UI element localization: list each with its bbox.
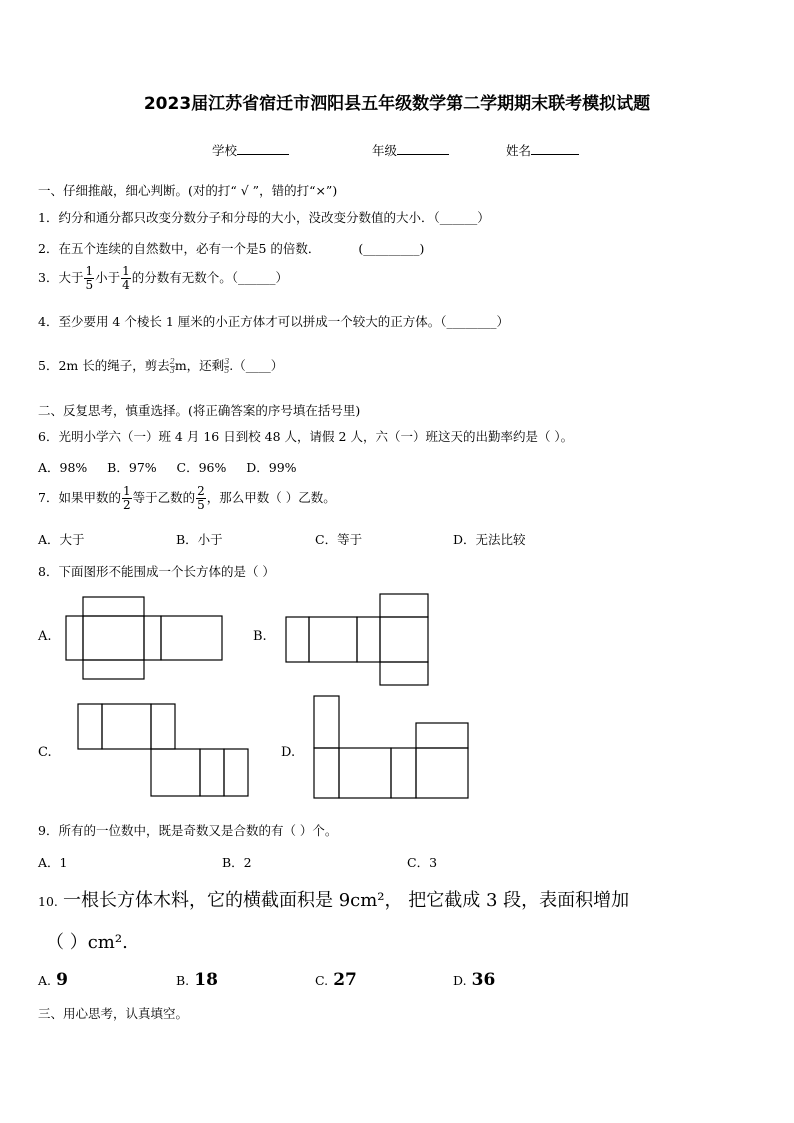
net-a-label: A. [38, 629, 52, 644]
net-d-label: D. [281, 745, 296, 760]
question-8: 8．下面图形不能围成一个长方体的是（ ） [38, 564, 275, 579]
grade-label: 年级 [372, 143, 398, 158]
question-4: 4．至少要用 4 个棱长 1 厘米的小正方体才可以拼成一个较大的正方体。（________） [38, 314, 510, 329]
net-b-label: B. [253, 629, 267, 644]
question-10-line-1: 一根长方体木料，它的横截面积是 9cm²， 把它截成 3 段，表面积增加 [62, 890, 630, 911]
question-9-option-c: C．3 [407, 855, 438, 870]
question-10-line-2: （ ）cm². [46, 932, 128, 953]
question-6: 6．光明小学六（一）班 4 月 16 日到校 48 人，请假 2 人，六（一）班这天的出勤率约是（ ）。 [38, 429, 574, 444]
question-10-option-a: A. 9 [38, 970, 68, 990]
question-10-option-c: C. 27 [315, 970, 357, 990]
question-9-option-b: B．2 [222, 855, 252, 870]
question-9: 9．所有的一位数中，既是奇数又是合数的有（ ）个。 [38, 823, 338, 838]
fraction-one-half: $\frac{1}{2}$ [122, 484, 131, 512]
question-3-text-a: 3．大于 [38, 270, 84, 285]
question-3-text-b: 小于 [95, 270, 121, 285]
question-5-text-a: 5．2m 长的绳子，剪去 [38, 358, 170, 373]
fraction-two-thirds: $\frac{2}{3}$ [169, 357, 175, 375]
name-label: 姓名 [506, 143, 532, 158]
question-7-text-b: 等于乙数的 [132, 490, 196, 505]
question-10-option-d: D. 36 [453, 970, 496, 990]
question-7-option-c: C．等于 [315, 532, 363, 547]
net-c-label: C. [38, 745, 52, 760]
question-10-option-b: B. 18 [176, 970, 218, 990]
net-d [314, 696, 468, 798]
question-7-text-c: ，那么甲数（ ）乙数。 [206, 490, 336, 505]
school-label: 学校 [212, 143, 238, 158]
net-c [78, 704, 248, 796]
question-2-blank: (_________) [358, 241, 425, 256]
section3-heading: 三、用心思考，认真填空。 [38, 1006, 189, 1021]
question-7-option-b: B．小于 [176, 532, 223, 547]
net-a [66, 597, 222, 679]
question-3-text-c: 的分数有无数个。（______） [131, 270, 289, 285]
fraction-two-fifths: $\frac{2}{5}$ [197, 484, 205, 512]
question-5-text-b: m，还剩 [174, 358, 225, 373]
fraction-three-fifths: $\frac{3}{5}$ [224, 357, 230, 375]
question-7-text-a: 7．如果甲数的 [38, 490, 121, 505]
question-9-option-a: A．1 [38, 855, 68, 870]
page-title: 2023届江苏省宿迁市泗阳县五年级数学第二学期期末联考模拟试题 [143, 94, 651, 114]
question-7-option-a: A．大于 [38, 532, 85, 547]
section1-heading: 一、仔细推敲，细心判断。(对的打“ √ ”，错的打“×”) [38, 183, 338, 198]
question-7-option-d: D．无法比较 [453, 532, 526, 547]
section2-heading: 二、反复思考，慎重选择。(将正确答案的序号填在括号里) [38, 403, 361, 418]
net-b [286, 594, 428, 685]
fraction-one-fifth: $\frac{1}{5}$ [85, 264, 94, 292]
question-6-options: A．98% B．97% C．96% D．99% [38, 460, 297, 475]
fraction-one-fourth: $\frac{1}{4}$ [122, 264, 130, 292]
question-10-number: 10. [38, 894, 58, 909]
question-2-text: 2．在五个连续的自然数中，必有一个是5 的倍数． [38, 241, 321, 256]
question-1: 1．约分和通分都只改变分数分子和分母的大小，没改变分数值的大小．（______） [38, 210, 490, 225]
question-10 [38, 886, 629, 912]
question-5-text-c: .（____） [229, 358, 284, 373]
